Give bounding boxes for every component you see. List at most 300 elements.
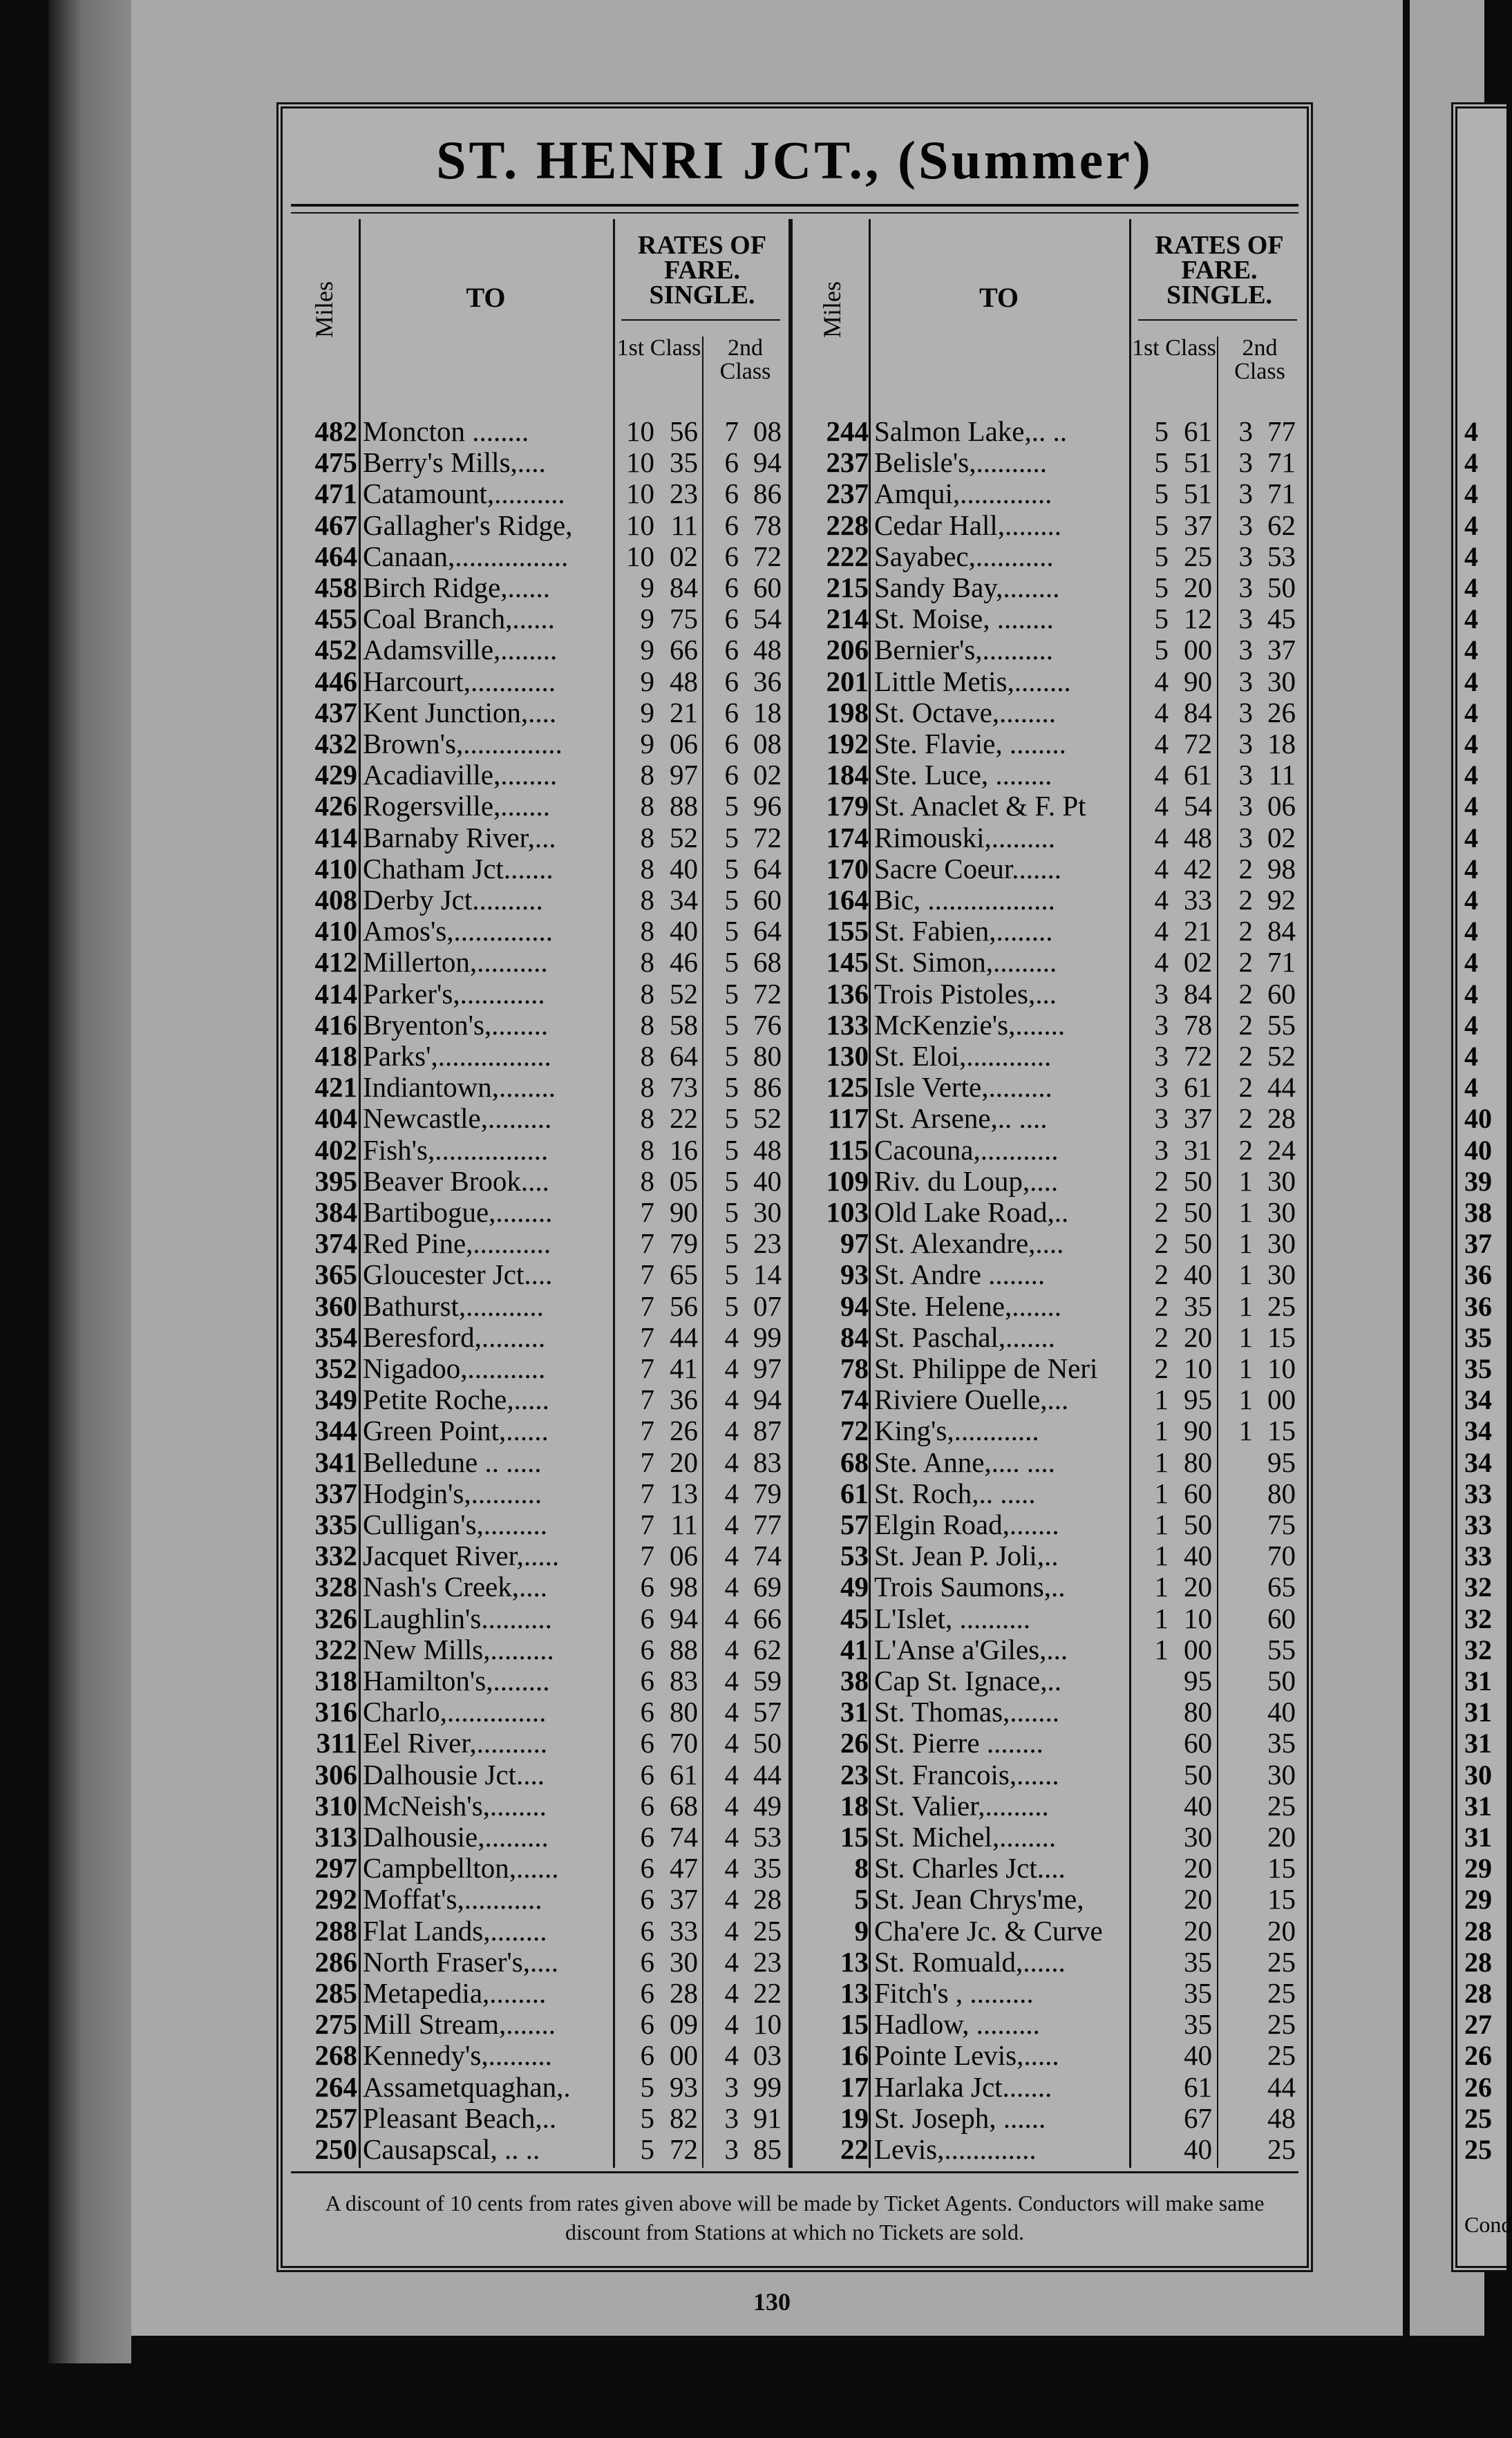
second-class-cents-cell: 64 (753, 852, 782, 885)
left-table-row (283, 1291, 794, 1322)
next-page-miles-stub: 32 (1464, 1603, 1492, 1634)
miles-cell: 288 (314, 1914, 357, 1947)
second-class-cents-cell: 50 (1267, 1665, 1296, 1697)
first-class-cents-cell: 74 (670, 1821, 698, 1853)
first-class-dollars-cell: 7 (640, 1446, 654, 1478)
left-table-row (283, 885, 794, 916)
first-class-cents-cell: 16 (670, 1133, 698, 1166)
second-class-dollars-cell: 5 (724, 1196, 739, 1228)
left-table-row (283, 1509, 794, 1540)
first-class-cents-cell: 93 (670, 2070, 698, 2103)
station-cell: St. Philippe de Neri (874, 1352, 1098, 1384)
left-table-row (283, 572, 794, 603)
second-class-cents-cell: 72 (753, 540, 782, 572)
first-class-cents-cell: 40 (1184, 1258, 1212, 1291)
first-class-dollars-cell: 1 (1154, 1571, 1169, 1603)
first-class-cents-cell: 37 (1184, 1102, 1212, 1135)
first-class-dollars-cell: 8 (640, 1164, 654, 1197)
left-table-row (283, 1384, 794, 1415)
second-class-cents-cell: 03 (753, 2039, 782, 2072)
next-page-miles-stub: 4 (1464, 540, 1478, 572)
left-table-row (283, 916, 794, 947)
miles-cell: 117 (827, 1102, 869, 1135)
second-class-cents-cell: 70 (1267, 1540, 1296, 1572)
next-page-miles-stub: 34 (1464, 1384, 1492, 1416)
second-class-header-left: 2nd Class (719, 335, 771, 384)
next-page-miles-stub: 25 (1464, 2134, 1492, 2165)
miles-cell: 84 (840, 1321, 869, 1353)
station-cell: Isle Verte,......... (874, 1071, 1052, 1104)
right-table-row (794, 1353, 1305, 1384)
next-page-miles-stub: 4 (1464, 572, 1478, 603)
first-class-dollars-cell: 2 (1154, 1258, 1169, 1291)
second-class-cents-cell: 25 (1267, 1977, 1296, 2009)
second-class-dollars-cell: 3 (1238, 696, 1253, 728)
miles-cell: 404 (314, 1102, 357, 1135)
next-page-miles-stub: 37 (1464, 1228, 1492, 1260)
first-class-dollars-cell: 7 (640, 1227, 654, 1260)
right-table-row (794, 634, 1305, 665)
miles-cell: 115 (827, 1133, 869, 1166)
miles-cell: 408 (314, 884, 357, 916)
second-class-cents-cell: 30 (1267, 1227, 1296, 1260)
next-page-miles-stub: 4 (1464, 634, 1478, 666)
second-class-dollars-cell: 4 (724, 2039, 739, 2072)
miles-cell: 155 (826, 915, 869, 947)
second-class-dollars-cell: 6 (724, 696, 739, 728)
miles-cell: 410 (314, 852, 357, 885)
first-class-dollars-cell: 6 (640, 1852, 654, 1884)
miles-cell: 23 (840, 1758, 869, 1790)
left-table-row (283, 2009, 794, 2040)
first-class-dollars-cell: 1 (1154, 1477, 1169, 1509)
station-cell: Brown's,.............. (363, 728, 563, 759)
miles-cell: 215 (826, 571, 869, 603)
first-class-cents-cell: 88 (670, 790, 698, 822)
first-class-cents-cell: 97 (670, 759, 698, 791)
first-class-dollars-cell: 8 (640, 1102, 654, 1135)
station-cell: Beaver Brook.... (363, 1164, 549, 1197)
first-class-dollars-cell: 6 (640, 1883, 654, 1916)
station-cell: Trois Pistoles,... (874, 977, 1057, 1010)
station-cell: Sacre Coeur....... (874, 852, 1061, 885)
station-cell: Beresford,......... (363, 1321, 546, 1353)
first-class-dollars-cell: 6 (640, 1665, 654, 1697)
second-class-cents-cell: 85 (753, 2133, 782, 2165)
miles-cell: 384 (314, 1196, 357, 1228)
first-class-dollars-cell: 5 (1154, 603, 1169, 635)
station-cell: Bernier's,.......... (874, 634, 1054, 666)
next-page-miles-stub: 33 (1464, 1540, 1492, 1572)
second-class-cents-cell: 18 (753, 696, 782, 728)
first-class-dollars-cell: 5 (1154, 415, 1169, 447)
miles-cell: 344 (314, 1415, 357, 1447)
second-class-cents-cell: 77 (753, 1509, 782, 1540)
station-cell: St. Paschal,....... (874, 1321, 1055, 1353)
next-page-miles-stub: 4 (1464, 697, 1478, 728)
left-table-row (283, 947, 794, 978)
second-class-dollars-cell: 5 (724, 884, 739, 916)
station-cell: Green Point,...... (363, 1415, 549, 1447)
second-class-dollars-cell: 5 (724, 821, 739, 853)
left-table-row (283, 1571, 794, 1603)
first-class-cents-cell: 61 (670, 1758, 698, 1790)
left-table-row (283, 822, 794, 853)
first-class-cents-cell: 90 (1184, 1415, 1212, 1447)
left-table-row (283, 759, 794, 791)
second-class-cents-cell: 91 (753, 2101, 782, 2134)
second-class-dollars-cell: 6 (724, 446, 739, 479)
first-class-cents-cell: 10 (1184, 1602, 1212, 1634)
second-class-dollars-cell: 4 (724, 1602, 739, 1634)
first-class-dollars-cell: 5 (1154, 571, 1169, 603)
second-class-cents-cell: 26 (1267, 696, 1296, 728)
miles-cell: 264 (314, 2070, 357, 2103)
second-class-dollars-cell: 1 (1238, 1164, 1253, 1197)
first-class-dollars-cell: 7 (640, 1289, 654, 1322)
first-class-dollars-cell: 5 (1154, 509, 1169, 541)
miles-cell: 41 (840, 1633, 869, 1665)
second-class-dollars-cell: 3 (1238, 509, 1253, 541)
first-class-dollars-cell: 8 (640, 1008, 654, 1041)
right-table-row (794, 1010, 1305, 1041)
miles-cell: 68 (840, 1446, 869, 1478)
left-table-row (283, 1415, 794, 1446)
station-cell: Fish's,................ (363, 1133, 549, 1166)
first-class-dollars-cell: 3 (1154, 1008, 1169, 1041)
miles-cell: 94 (840, 1289, 869, 1322)
second-class-cents-cell: 94 (753, 1383, 782, 1416)
first-class-dollars-cell: 4 (1154, 821, 1169, 853)
miles-cell: 133 (826, 1008, 869, 1041)
next-page-miles-stub: 4 (1464, 728, 1478, 759)
second-class-dollars-cell: 7 (724, 415, 739, 447)
second-class-dollars-cell: 4 (724, 1821, 739, 1853)
second-class-cents-cell: 15 (1267, 1852, 1296, 1884)
next-page-miles-stub: 4 (1464, 791, 1478, 822)
second-class-dollars-cell: 4 (724, 1977, 739, 2009)
right-table-row (794, 447, 1305, 478)
miles-cell: 412 (314, 946, 357, 979)
second-class-dollars-cell: 4 (724, 1665, 739, 1697)
first-class-dollars-cell: 4 (1154, 665, 1169, 697)
station-cell: St. Joseph, ...... (874, 2101, 1046, 2134)
second-class-cents-cell: 25 (1267, 2008, 1296, 2041)
miles-cell: 184 (826, 759, 869, 791)
next-page-footer-stub: Cond (1464, 2212, 1512, 2237)
title-rule-thin (291, 212, 1298, 214)
station-cell: Riviere Ouelle,... (874, 1383, 1069, 1416)
station-cell: St. Fabien,........ (874, 915, 1053, 947)
left-table-row (283, 603, 794, 634)
station-cell: Belledune .. ..... (363, 1446, 542, 1478)
second-class-cents-cell: 53 (753, 1821, 782, 1853)
miles-cell: 432 (314, 728, 357, 759)
miles-cell: 198 (826, 696, 869, 728)
first-class-dollars-cell: 6 (640, 2039, 654, 2072)
miles-cell: 45 (840, 1602, 869, 1634)
miles-cell: 326 (314, 1602, 357, 1634)
left-table-row (283, 1447, 794, 1478)
second-class-dollars-cell: 5 (724, 1289, 739, 1322)
next-page-miles-stub: 31 (1464, 1697, 1492, 1728)
first-class-cents-cell: 35 (670, 446, 698, 479)
miles-cell: 214 (826, 603, 869, 635)
first-class-cents-cell: 52 (670, 977, 698, 1010)
first-class-cents-cell: 61 (1184, 2070, 1212, 2103)
first-class-cents-cell: 78 (1184, 1008, 1212, 1041)
second-class-cents-cell: 57 (753, 1696, 782, 1728)
first-class-cents-cell: 61 (1184, 415, 1212, 447)
first-class-dollars-cell: 4 (1154, 728, 1169, 759)
station-cell: King's,............ (874, 1415, 1039, 1447)
right-table-row (794, 1072, 1305, 1103)
second-class-cents-cell: 60 (1267, 977, 1296, 1010)
first-class-dollars-cell: 1 (1154, 1383, 1169, 1416)
second-class-dollars-cell: 3 (724, 2133, 739, 2165)
first-class-dollars-cell: 5 (1154, 446, 1169, 479)
second-class-dollars-cell: 4 (724, 1415, 739, 1447)
right-table-row (794, 603, 1305, 634)
second-class-cents-cell: 30 (1267, 665, 1296, 697)
second-class-cents-cell: 97 (753, 1352, 782, 1384)
left-table-row (283, 1947, 794, 1978)
first-class-dollars-cell: 8 (640, 790, 654, 822)
left-table-row (283, 1759, 794, 1790)
miles-cell: 18 (840, 1789, 869, 1822)
first-class-cents-cell: 95 (1184, 1665, 1212, 1697)
miles-cell: 145 (826, 946, 869, 979)
miles-cell: 53 (840, 1540, 869, 1572)
station-cell: Elgin Road,....... (874, 1509, 1059, 1540)
right-table-row (794, 791, 1305, 822)
station-cell: Nigadoo,........... (363, 1352, 546, 1384)
miles-cell: 16 (840, 2039, 869, 2072)
miles-cell: 31 (840, 1696, 869, 1728)
second-class-cents-cell: 48 (753, 1133, 782, 1166)
second-class-dollars-cell: 4 (724, 1758, 739, 1790)
second-class-cents-cell: 07 (753, 1289, 782, 1322)
first-class-cents-cell: 84 (670, 571, 698, 603)
miles-cell: 206 (826, 634, 869, 666)
station-cell: Harcourt,............ (363, 665, 556, 697)
book-gutter (48, 0, 131, 2363)
station-cell: McNeish's,........ (363, 1789, 547, 1822)
second-class-dollars-cell: 5 (724, 1164, 739, 1197)
first-class-dollars-cell: 4 (1154, 946, 1169, 979)
miles-cell: 8 (854, 1852, 869, 1884)
first-class-dollars-cell: 8 (640, 1071, 654, 1104)
second-class-cents-cell: 02 (753, 759, 782, 791)
left-table-row (283, 1353, 794, 1384)
miles-cell: 328 (314, 1571, 357, 1603)
right-table-row (794, 666, 1305, 697)
right-table-row (794, 1509, 1305, 1540)
right-table-row (794, 728, 1305, 759)
station-cell: Amos's,.............. (363, 915, 554, 947)
first-class-cents-cell: 88 (670, 1633, 698, 1665)
right-table-row (794, 1228, 1305, 1259)
right-table-row (794, 1916, 1305, 1947)
miles-cell: 475 (314, 446, 357, 479)
second-class-cents-cell: 60 (753, 571, 782, 603)
first-class-cents-cell: 09 (670, 2008, 698, 2041)
first-class-cents-cell: 68 (670, 1789, 698, 1822)
second-class-dollars-cell: 4 (724, 1540, 739, 1572)
first-class-cents-cell: 82 (670, 2101, 698, 2134)
first-class-cents-cell: 40 (1184, 1540, 1212, 1572)
right-table-row (794, 822, 1305, 853)
first-class-dollars-cell: 4 (1154, 852, 1169, 885)
miles-cell: 192 (826, 728, 869, 759)
station-cell: Pleasant Beach,.. (363, 2101, 557, 2134)
first-class-cents-cell: 51 (1184, 446, 1212, 479)
left-table-row (283, 510, 794, 541)
second-class-cents-cell: 50 (1267, 571, 1296, 603)
station-cell: Salmon Lake,.. .. (874, 415, 1067, 447)
title-rule (291, 204, 1298, 207)
miles-cell: 322 (314, 1633, 357, 1665)
right-table-row (794, 572, 1305, 603)
next-page-miles-stub: 26 (1464, 2071, 1492, 2103)
first-class-dollars-cell: 7 (640, 1540, 654, 1572)
first-class-cents-cell: 50 (1184, 1164, 1212, 1197)
second-class-dollars-cell: 4 (724, 1914, 739, 1947)
station-cell: Charlo,.............. (363, 1696, 547, 1728)
station-cell: Cap St. Ignace,.. (874, 1665, 1061, 1697)
next-page-miles-stub: 4 (1464, 665, 1478, 697)
left-table-row (283, 541, 794, 572)
second-class-cents-cell: 23 (753, 1227, 782, 1260)
miles-cell: 49 (840, 1571, 869, 1603)
right-table-row (794, 1197, 1305, 1228)
second-class-dollars-cell: 2 (1238, 1040, 1253, 1072)
first-class-dollars-cell: 4 (1154, 884, 1169, 916)
second-class-cents-cell: 15 (1267, 1415, 1296, 1447)
second-class-dollars-cell: 4 (724, 1383, 739, 1416)
second-class-dollars-cell: 4 (724, 1727, 739, 1759)
first-class-cents-cell: 21 (1184, 915, 1212, 947)
first-class-cents-cell: 20 (1184, 1883, 1212, 1916)
miles-cell: 174 (826, 821, 869, 853)
miles-cell: 130 (826, 1040, 869, 1072)
right-table-row (794, 1447, 1305, 1478)
station-cell: Jacquet River,..... (363, 1540, 560, 1572)
miles-cell: 38 (840, 1665, 869, 1697)
second-class-cents-cell: 37 (1267, 634, 1296, 666)
station-cell: Kennedy's,......... (363, 2039, 552, 2072)
first-class-cents-cell: 94 (670, 1602, 698, 1634)
miles-cell: 482 (314, 415, 357, 447)
first-class-dollars-cell: 3 (1154, 1102, 1169, 1135)
first-class-cents-cell: 90 (1184, 665, 1212, 697)
station-cell: St. Alexandre,.... (874, 1227, 1064, 1260)
first-class-dollars-cell: 2 (1154, 1227, 1169, 1260)
first-class-cents-cell: 21 (670, 696, 698, 728)
second-class-dollars-cell: 2 (1238, 1102, 1253, 1135)
station-cell: St. Jean P. Joli,.. (874, 1540, 1059, 1572)
second-class-dollars-cell: 6 (724, 759, 739, 791)
second-class-dollars-cell: 5 (724, 1008, 739, 1041)
second-class-cents-cell: 00 (1267, 1383, 1296, 1416)
station-cell: Old Lake Road,.. (874, 1196, 1069, 1228)
first-class-cents-cell: 73 (670, 1071, 698, 1104)
left-table-row (283, 2040, 794, 2071)
next-page-miles-stub: 36 (1464, 1259, 1492, 1291)
next-page-miles-stub: 29 (1464, 1853, 1492, 1884)
second-class-cents-cell: 28 (1267, 1102, 1296, 1135)
right-table-row (794, 2009, 1305, 2040)
station-cell: Harlaka Jct....... (874, 2070, 1052, 2103)
right-table-row (794, 1322, 1305, 1353)
next-page-miles-stub: 31 (1464, 1665, 1492, 1697)
station-cell: Rimouski,......... (874, 821, 1055, 853)
first-class-dollars-cell: 3 (1154, 1040, 1169, 1072)
second-class-cents-cell: 49 (753, 1789, 782, 1822)
station-cell: Parker's,............ (363, 977, 545, 1010)
first-class-dollars-cell: 6 (640, 1914, 654, 1947)
first-class-dollars-cell: 6 (640, 1945, 654, 1978)
second-class-cents-cell: 15 (1267, 1321, 1296, 1353)
left-table-row (283, 1010, 794, 1041)
first-class-cents-cell: 06 (670, 1540, 698, 1572)
first-class-cents-cell: 67 (1184, 2101, 1212, 2134)
next-page-miles-stub: 27 (1464, 2009, 1492, 2041)
first-class-cents-cell: 11 (670, 1509, 698, 1540)
next-page-miles-stub: 35 (1464, 1321, 1492, 1353)
station-cell: Adamsville,........ (363, 634, 558, 666)
miles-cell: 244 (826, 415, 869, 447)
miles-cell: 74 (840, 1383, 869, 1416)
second-class-dollars-cell: 3 (1238, 821, 1253, 853)
station-cell: St. Thomas,....... (874, 1696, 1060, 1728)
right-table-row (794, 697, 1305, 728)
station-cell: Metapedia,........ (363, 1977, 547, 2009)
miles-cell: 354 (314, 1321, 357, 1353)
second-class-header-right: 2nd Class (1234, 335, 1285, 384)
first-class-dollars-cell: 7 (640, 1477, 654, 1509)
first-class-cents-cell: 34 (670, 884, 698, 916)
first-class-cents-cell: 35 (1184, 1945, 1212, 1978)
station-cell: Laughlin's.......... (363, 1602, 552, 1634)
next-page-miles-stub: 31 (1464, 1728, 1492, 1759)
station-cell: Cedar Hall,........ (874, 509, 1061, 541)
station-cell: St. Moise, ........ (874, 603, 1054, 635)
first-class-cents-cell: 26 (670, 1415, 698, 1447)
first-class-dollars-cell: 8 (640, 1133, 654, 1166)
rates-rule-left (621, 319, 780, 321)
miles-cell: 103 (826, 1196, 869, 1228)
right-table-row (794, 979, 1305, 1010)
miles-cell: 297 (314, 1852, 357, 1884)
first-class-dollars-cell: 6 (640, 1633, 654, 1665)
station-cell: Mill Stream,....... (363, 2008, 556, 2041)
second-class-cents-cell: 65 (1267, 1571, 1296, 1603)
first-class-cents-cell: 40 (1184, 2039, 1212, 2072)
miles-cell: 341 (314, 1446, 357, 1478)
first-class-dollars-cell: 7 (640, 1383, 654, 1416)
second-class-dollars-cell: 2 (1238, 1133, 1253, 1166)
next-page-miles-stub: 33 (1464, 1509, 1492, 1540)
first-class-cents-cell: 46 (670, 946, 698, 979)
first-class-cents-cell: 60 (1184, 1477, 1212, 1509)
second-class-cents-cell: 23 (753, 1945, 782, 1978)
first-class-dollars-cell: 8 (640, 852, 654, 885)
next-page-miles-stub: 40 (1464, 1103, 1492, 1135)
first-class-cents-cell: 56 (670, 1289, 698, 1322)
first-class-dollars-cell: 7 (640, 1509, 654, 1540)
left-table-row (283, 1322, 794, 1353)
